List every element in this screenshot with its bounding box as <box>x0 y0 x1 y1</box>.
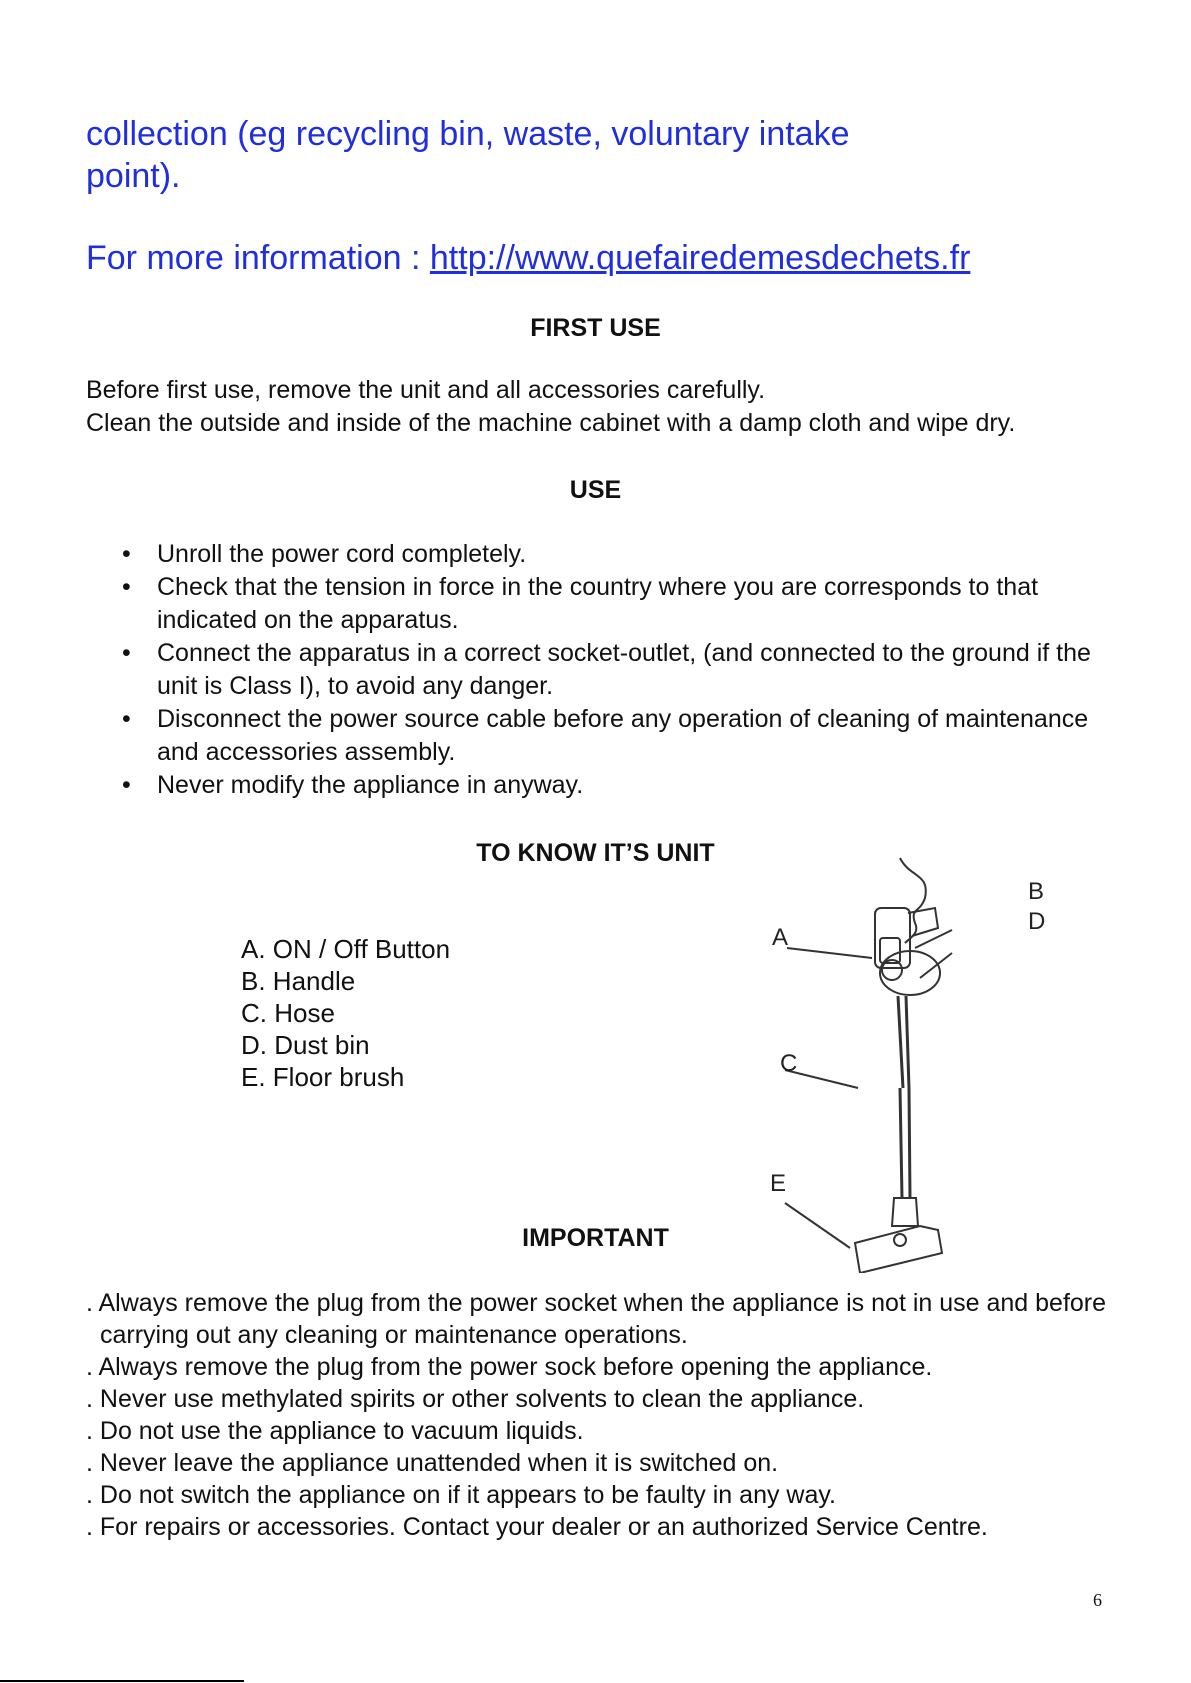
hose-lower <box>900 1088 902 1198</box>
part-item-d: D. Dust bin <box>241 1030 370 1060</box>
label-c: C <box>780 1050 798 1077</box>
list-item-text: Unroll the power cord completely. <box>157 540 527 568</box>
bullet-icon: • <box>122 573 131 601</box>
brush-neck <box>892 1198 918 1226</box>
power-cord <box>900 858 926 943</box>
intro-line-1: collection (eg recycling bin, waste, voluntary intake <box>86 115 850 153</box>
first-use-line-2: Clean the outside and inside of the machine cabinet with a damp cloth and wipe dry. <box>86 409 1016 437</box>
important-warnings-list <box>86 1287 1146 1543</box>
recycling-intro-text <box>86 113 1126 197</box>
leader-d <box>920 953 952 978</box>
recycling-website-link[interactable]: http://www.quefairedemesdechets.fr <box>429 239 971 277</box>
part-item-b: B. Handle <box>241 966 356 996</box>
list-item: . Always remove the plug from the power socket when the appliance is not in use and before carrying out any cleaning or maintenance operations. <box>86 1289 1107 1349</box>
part-item-e: E. Floor brush <box>241 1062 405 1092</box>
leader-a <box>787 948 872 958</box>
hose-upper <box>898 996 903 1088</box>
intro-line-2: point). <box>86 157 181 195</box>
more-info-line <box>86 237 1126 279</box>
list-item: . For repairs or accessories. Contact your dealer or an authorized Service Centre. <box>86 1513 988 1541</box>
list-item-text: Never modify the appliance in anyway. <box>157 771 584 799</box>
list-item <box>0 769 1191 802</box>
more-info-label: For more information : <box>86 239 430 277</box>
label-e: E <box>770 1170 787 1197</box>
bullet-icon: • <box>122 639 131 667</box>
handle <box>908 908 938 936</box>
important-heading: IMPORTANT <box>522 1224 669 1252</box>
bullet-icon: • <box>122 705 131 733</box>
list-item-text: Connect the apparatus in a correct socket-outlet, (and connected to the ground if the unit is Class I), to avoid any danger. <box>157 639 1091 700</box>
footnote-divider <box>0 1680 244 1682</box>
page-number: 6 <box>1093 1590 1102 1610</box>
list-item: . Do not use the appliance to vacuum liquids. <box>86 1417 584 1445</box>
label-a: A <box>772 924 789 951</box>
list-item <box>0 538 1191 571</box>
parts-legend <box>241 933 450 1093</box>
label-d: D <box>1028 908 1046 935</box>
know-unit-heading: TO KNOW IT’S UNIT <box>476 839 715 867</box>
list-item: . Always remove the plug from the power sock before opening the appliance. <box>86 1353 933 1381</box>
label-b: B <box>1028 878 1045 905</box>
vacuum-diagram <box>760 848 1060 1273</box>
list-item-text: Check that the tension in force in the country where you are corresponds to that indicated on the apparatus. <box>157 573 1039 634</box>
list-item <box>0 571 1191 637</box>
bullet-icon: • <box>122 771 131 799</box>
part-item-a: A. ON / Off Button <box>241 934 451 964</box>
list-item: . Never use methylated spirits or other solvents to clean the appliance. <box>86 1385 865 1413</box>
use-heading: USE <box>569 476 622 504</box>
list-item: . Never leave the appliance unattended when it is switched on. <box>86 1449 779 1477</box>
list-item: . Do not switch the appliance on if it appears to be faulty in any way. <box>86 1481 836 1509</box>
list-item <box>0 703 1191 769</box>
stick-vacuum-illustration <box>760 848 1060 1273</box>
first-use-instructions <box>86 374 1126 440</box>
list-item <box>0 637 1191 703</box>
bullet-icon: • <box>122 540 131 568</box>
first-use-heading: FIRST USE <box>530 314 661 342</box>
use-instructions-list <box>0 538 1191 802</box>
list-item-text: Disconnect the power source cable before any operation of cleaning of maintenance and accessories assembly. <box>157 705 1089 766</box>
first-use-line-1: Before first use, remove the unit and all accessories carefully. <box>86 376 766 404</box>
part-item-c: C. Hose <box>241 998 335 1028</box>
